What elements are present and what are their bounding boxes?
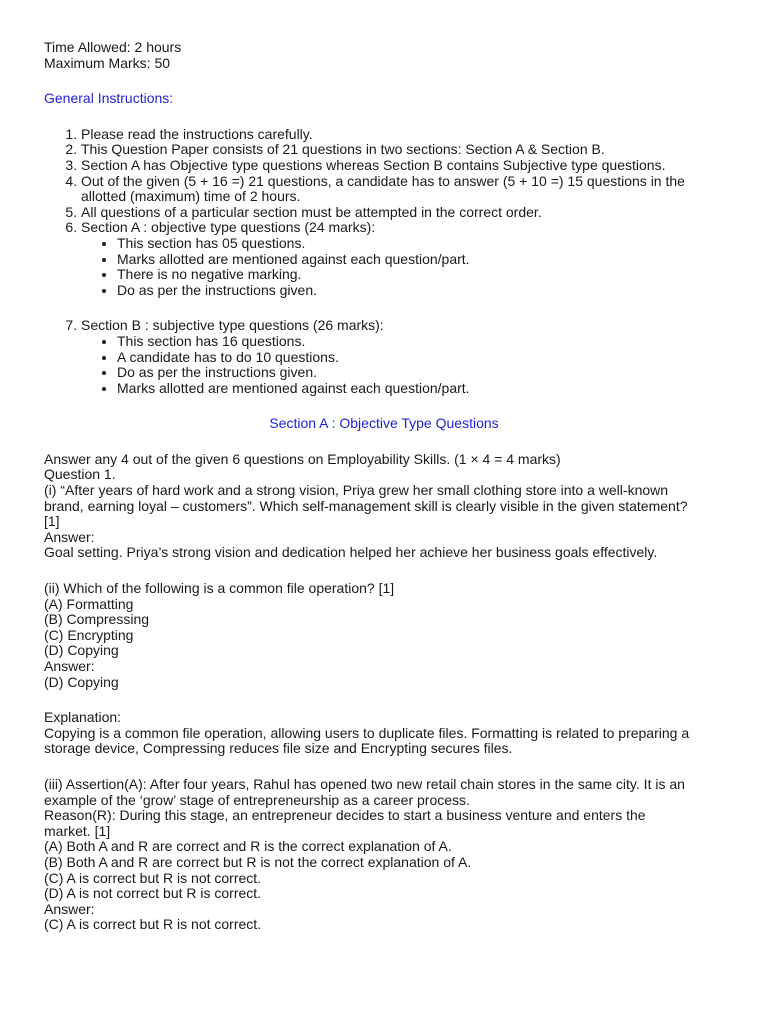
question-label: Question 1. xyxy=(44,466,116,483)
q2-option: (B) Compressing xyxy=(44,611,150,628)
q3-answer-label: Answer: xyxy=(44,900,95,917)
q3-option: (B) Both A and R are correct but R is not the correct explanation of A. xyxy=(44,853,472,870)
q2-explanation-line: storage device, Compressing reduces file size and Encrypting secures files. xyxy=(44,740,513,757)
rule-item: • Marks allotted are mentioned against each question/part. xyxy=(117,381,724,397)
q3-reason-line: Reason(R): During this stage, an entrepreneur decides to start a business venture and enters the xyxy=(44,807,646,824)
q3-answer: (C) A is correct but R is not correct. xyxy=(44,916,262,933)
section-a-rules xyxy=(81,236,724,298)
instruction-item: 1. Please read the instructions carefully. xyxy=(81,127,724,143)
rule-item: • Marks allotted are mentioned against each question/part. xyxy=(117,252,724,268)
instruction-item: 4. Out of the given (5 + 16 =) 21 questions, a candidate has to answer (5 + 10 =) 15 questions in the allotted (maximum) time of 2 hours. xyxy=(81,174,721,205)
instruction-item: 3. Section A has Objective type questions whereas Section B contains Subjective type questions. xyxy=(81,158,724,174)
q2-answer: (D) Copying xyxy=(44,673,119,690)
q1-text-line: brand, earning loyal – customers”. Which self-management skill is clearly visible in the given statement? xyxy=(44,497,688,514)
q1-marks: [1] xyxy=(44,513,60,530)
q3-assertion-line: example of the ‘grow’ stage of entrepreneurship as a career process. xyxy=(44,791,470,808)
q2-option: (A) Formatting xyxy=(44,595,134,612)
q1-answer-label: Answer: xyxy=(44,528,95,545)
general-instructions-heading: General Instructions: xyxy=(44,90,174,107)
rule-item: • A candidate has to do 10 questions. xyxy=(117,350,724,366)
rule-item: • This section has 05 questions. xyxy=(117,236,724,252)
q3-option: (D) A is not correct but R is correct. xyxy=(44,885,262,902)
maximum-marks: Maximum Marks: 50 xyxy=(44,54,171,71)
q2-explanation-label: Explanation: xyxy=(44,709,122,726)
time-allowed: Time Allowed: 2 hours xyxy=(44,39,182,55)
q2-option: (C) Encrypting xyxy=(44,626,134,643)
section-a-intro: Answer any 4 out of the given 6 questions on Employability Skills. (1 × 4 = 4 marks) xyxy=(44,450,561,467)
q2-text: (ii) Which of the following is a common file operation? [1] xyxy=(44,580,395,597)
q2-option: (D) Copying xyxy=(44,642,119,659)
q3-assertion-line: (iii) Assertion(A): After four years, Rahul has opened two new retail chain stores in the same city. It is an xyxy=(44,775,685,792)
q2-explanation-line: Copying is a common file operation, allowing users to duplicate files. Formatting is related to preparing a xyxy=(44,724,690,741)
section-b-rules xyxy=(81,334,724,396)
q2-answer-label: Answer: xyxy=(44,658,95,674)
rule-item: • Do as per the instructions given. xyxy=(117,365,724,381)
instruction-item: 6. Section A : objective type questions (24 marks): • This section has 05 questions. • Marks allotted are mentioned against each question/part. • There is no negative marking. • Do as per the instructions given. xyxy=(81,220,724,318)
q1-text-line: (i) “After years of hard work and a strong vision, Priya grew her small clothing store into a well-known xyxy=(44,482,669,499)
q3-option: (A) Both A and R are correct and R is the correct explanation of A. xyxy=(44,838,452,855)
rule-item: • Do as per the instructions given. xyxy=(117,283,724,299)
section-a-title: Section A : Objective Type Questions xyxy=(269,415,499,432)
q1-answer: Goal setting. Priya’s strong vision and dedication helped her achieve her business goals effectively. xyxy=(44,544,658,561)
instruction-item: 2. This Question Paper consists of 21 questions in two sections: Section A & Section B. xyxy=(81,142,724,158)
q3-reason-line: market. [1] xyxy=(44,822,111,839)
rule-item: • There is no negative marking. xyxy=(117,267,724,283)
rule-item: • This section has 16 questions. xyxy=(117,334,724,350)
q3-option: (C) A is correct but R is not correct. xyxy=(44,869,262,886)
instruction-item: 7. Section B : subjective type questions (26 marks): • This section has 16 questions. • A candidate has to do 10 questions. • Do as per the instructions given. • Marks allotted are mentioned against each question/part. xyxy=(81,318,724,396)
instructions-list xyxy=(44,127,724,397)
instruction-item: 5. All questions of a particular section must be attempted in the correct order. xyxy=(81,205,724,221)
